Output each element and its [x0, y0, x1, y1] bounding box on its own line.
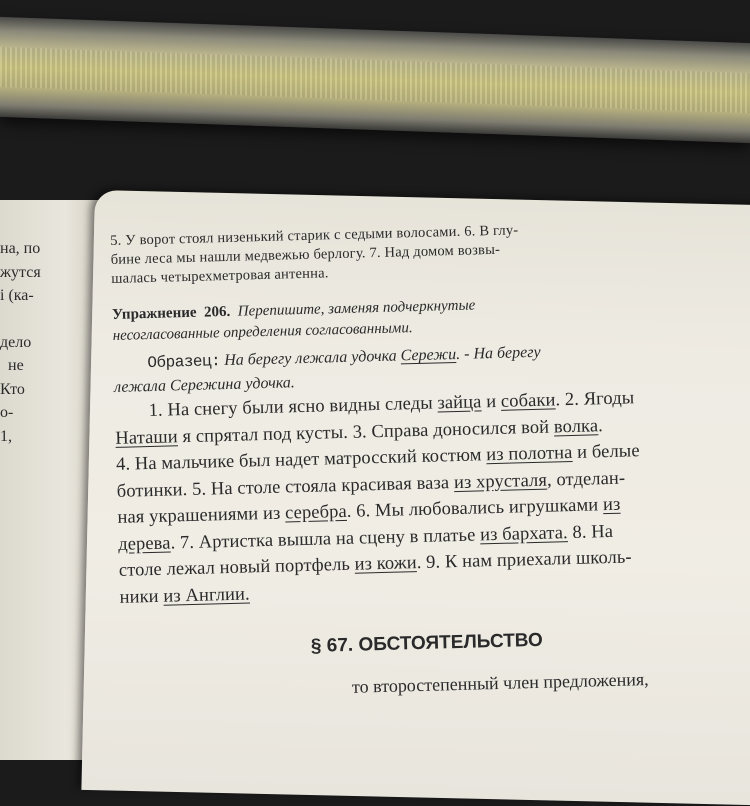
underlined-word: дерева	[117, 533, 171, 555]
left-page-text	[0, 237, 95, 448]
underlined-word: из кожи	[354, 553, 417, 575]
text: 4. На мальчике был надет матросский костюм	[115, 445, 487, 475]
sample-text: На берегу лежала удочка	[223, 347, 397, 370]
underlined-word: Наташи	[115, 426, 179, 449]
text: . 7. Артистка вышла на сцену в платье	[170, 524, 481, 554]
page-content	[110, 216, 732, 705]
exercise-instruction: Перепишите, заменяя подчеркнутые	[237, 297, 476, 320]
top-line: шалась четырехметровая антенна.	[111, 265, 329, 287]
underlined-word: из бархата.	[479, 522, 569, 545]
left-line: жутся	[0, 263, 41, 281]
text: , отделан-	[546, 468, 626, 491]
left-line: 1,	[0, 427, 12, 445]
closed-book-edge	[0, 17, 750, 143]
underlined-word: из	[602, 494, 621, 516]
left-line	[0, 308, 95, 331]
left-line: Кто	[0, 380, 25, 398]
left-line: не	[8, 357, 24, 374]
text: . 6. Мы любовались игрушками	[346, 495, 604, 522]
top-line: бине леса мы нашли медвежью берлогу. 7. Над домом возвы-	[110, 241, 501, 268]
sample-label: Образец:	[147, 352, 221, 373]
underlined-word: зайца	[437, 392, 482, 414]
sample-text: . - На берегу	[455, 343, 541, 363]
text: столе лежал новый портфель	[118, 554, 355, 581]
underlined-word: волка	[553, 415, 599, 437]
left-line: і (ка-	[0, 287, 34, 304]
underlined-word: серебра	[284, 501, 348, 524]
text: ботинки. 5. На столе стояла красивая ваза	[116, 472, 455, 502]
section-title: § 67. ОБСТОЯТЕЛЬСТВО	[310, 629, 544, 657]
left-line: дело	[0, 333, 32, 351]
top-line: 5. У ворот стоял низенький старик с седыми волосами. 6. В глу-	[110, 222, 519, 249]
partial-line: то второстепенный член предложения,	[351, 669, 649, 697]
text: . 9. К нам приехали школь-	[416, 547, 632, 574]
sample-underlined: Сережи	[400, 345, 457, 365]
left-line: о-	[0, 404, 14, 421]
text: ники	[119, 586, 164, 608]
underlined-word: собаки	[500, 390, 556, 412]
underlined-word: из Англии.	[163, 583, 251, 607]
exercise-instruction-2: несогласованные определения согласованными.	[112, 320, 413, 344]
text: .	[597, 415, 604, 436]
text: ная украшениями из	[117, 503, 286, 528]
text: я спрятал под кусты. 3. Справа доносился вой	[177, 416, 555, 447]
left-line: на, по	[0, 240, 41, 257]
text: 1. На снегу были ясно видны следы	[148, 393, 438, 422]
text: . 2. Ягоды	[555, 388, 635, 411]
exercise-label: Упражнение	[111, 304, 197, 323]
underlined-word: из хрусталя	[453, 470, 548, 493]
text: и	[481, 391, 502, 413]
exercise-number: 206.	[203, 303, 231, 321]
sample-line-2: лежала Сережина удочка.	[113, 374, 296, 396]
text: и белые	[572, 441, 640, 463]
underlined-word: из полотна	[486, 442, 573, 466]
text: 8. На	[567, 521, 614, 543]
